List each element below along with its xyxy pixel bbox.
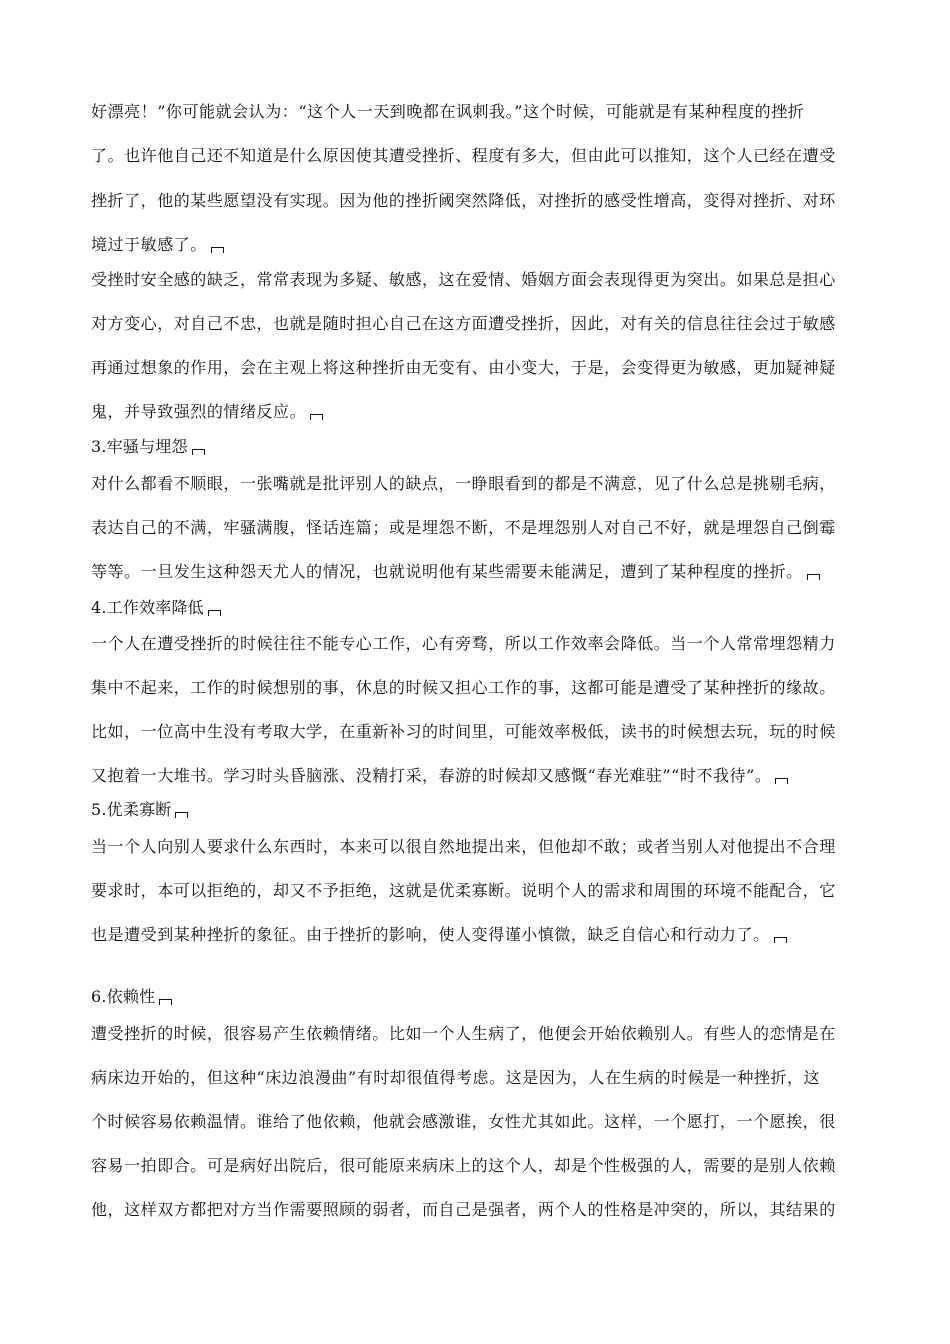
text-line: 他，这样双方都把对方当作需要照顾的弱者，而自己是强者，两个人的性格是冲突的，所以，其结果的 bbox=[91, 1200, 836, 1219]
section-heading bbox=[91, 987, 172, 1007]
text-line: 要求时，本可以拒绝的，却又不予拒绝，这就是优柔寡断。说明个人的需求和周围的环境不能配合，它 bbox=[91, 881, 836, 900]
text-line: 受挫时安全感的缺乏，常常表现为多疑、敏感，这在爱情、婚姻方面会表现得更为突出。如果总是担心 bbox=[91, 270, 836, 289]
section-heading bbox=[91, 598, 221, 618]
text-line: 集中不起来，工作的时候想别的事，休息的时候又担心工作的事，这都可能是遭受了某种挫折的缘故。 bbox=[91, 678, 836, 697]
text-line: 个时候容易依赖温情。谁给了他依赖，他就会感激谁，女性尤其如此。这样，一个愿打，一个愿挨，很 bbox=[91, 1112, 836, 1131]
paragraph-mark-icon bbox=[774, 937, 787, 943]
text-line: 比如，一位高中生没有考取大学，在重新补习的时间里，可能效率极低，读书的时候想去玩，玩的时候 bbox=[91, 722, 836, 741]
text-line-content: 等等。一旦发生这种怨天尤人的情况，也就说明他有某些需要未能满足，遭到了某种程度的挫折。 bbox=[91, 562, 803, 581]
text-line bbox=[91, 235, 224, 255]
section-heading-text: 4.工作效率降低 bbox=[91, 598, 204, 617]
paragraph-mark-icon bbox=[159, 999, 172, 1005]
paragraph-mark-icon bbox=[807, 574, 820, 580]
paragraph-mark-icon bbox=[775, 778, 788, 784]
text-line: 好漂亮！”你可能就会认为：“这个人一天到晚都在讽刺我。”这个时候，可能就是有某种程度的挫折 bbox=[91, 102, 805, 121]
section-heading bbox=[91, 437, 205, 457]
text-line bbox=[91, 562, 820, 582]
text-line: 表达自己的不满，牢骚满腹，怪话连篇；或是埋怨不断，不是埋怨别人对自己不好，就是埋怨自己倒霉 bbox=[91, 518, 836, 537]
text-line: 再通过想象的作用，会在主观上将这种挫折由无变有、由小变大，于是，会变得更为敏感，更加疑神疑 bbox=[91, 358, 836, 377]
text-line: 了。也许他自己还不知道是什么原因使其遭受挫折、程度有多大，但由此可以推知，这个人已经在遭受 bbox=[91, 146, 836, 165]
text-line: 挫折了，他的某些愿望没有实现。因为他的挫折阈突然降低，对挫折的感受性增高，变得对挫折、对环 bbox=[91, 191, 836, 210]
text-line-content: 鬼，并导致强烈的情绪反应。 bbox=[91, 402, 307, 421]
paragraph-mark-icon bbox=[310, 414, 323, 420]
text-line: 一个人在遭受挫折的时候往往不能专心工作，心有旁骛，所以工作效率会降低。当一个人常常埋怨精力 bbox=[91, 634, 836, 653]
section-heading-text: 3.牢骚与埋怨 bbox=[91, 437, 188, 456]
text-line: 病床边开始的，但这种“床边浪漫曲”有时却很值得考虑。这是因为，人在生病的时候是一种挫折，这 bbox=[91, 1068, 821, 1087]
text-line: 当一个人向别人要求什么东西时，本来可以很自然地提出来，但他却不敢；或者当别人对他提出不合理 bbox=[91, 837, 836, 856]
text-line bbox=[91, 766, 788, 786]
text-line bbox=[91, 402, 323, 422]
text-line-content: 也是遭受到某种挫折的象征。由于挫折的影响，使人变得谨小慎微，缺乏自信心和行动力了。 bbox=[91, 925, 770, 944]
text-line: 遭受挫折的时候，很容易产生依赖情绪。比如一个人生病了，他便会开始依赖别人。有些人的恋情是在 bbox=[91, 1024, 836, 1043]
text-line: 对什么都看不顺眼，一张嘴就是批评别人的缺点，一睁眼看到的都是不满意，见了什么总是挑剔毛病， bbox=[91, 474, 836, 493]
section-heading-text: 6.依赖性 bbox=[91, 987, 156, 1006]
section-heading bbox=[91, 800, 188, 820]
section-heading-text: 5.优柔寡断 bbox=[91, 800, 172, 819]
paragraph-mark-icon bbox=[211, 247, 224, 253]
paragraph-mark-icon bbox=[175, 812, 188, 818]
text-line-content: 境过于敏感了。 bbox=[91, 235, 207, 254]
paragraph-mark-icon bbox=[208, 610, 221, 616]
text-line bbox=[91, 925, 787, 945]
text-line: 容易一拍即合。可是病好出院后，很可能原来病床上的这个人，却是个性极强的人，需要的是别人依赖 bbox=[91, 1156, 836, 1175]
text-line-content: 又抱着一大堆书。学习时头昏脑涨、没精打采，春游的时候却又感慨“春光难驻”“时不我待”。 bbox=[91, 766, 772, 785]
paragraph-mark-icon bbox=[192, 449, 205, 455]
text-line: 对方变心，对自己不忠，也就是随时担心自己在这方面遭受挫折，因此，对有关的信息往往会过于敏感 bbox=[91, 314, 836, 333]
